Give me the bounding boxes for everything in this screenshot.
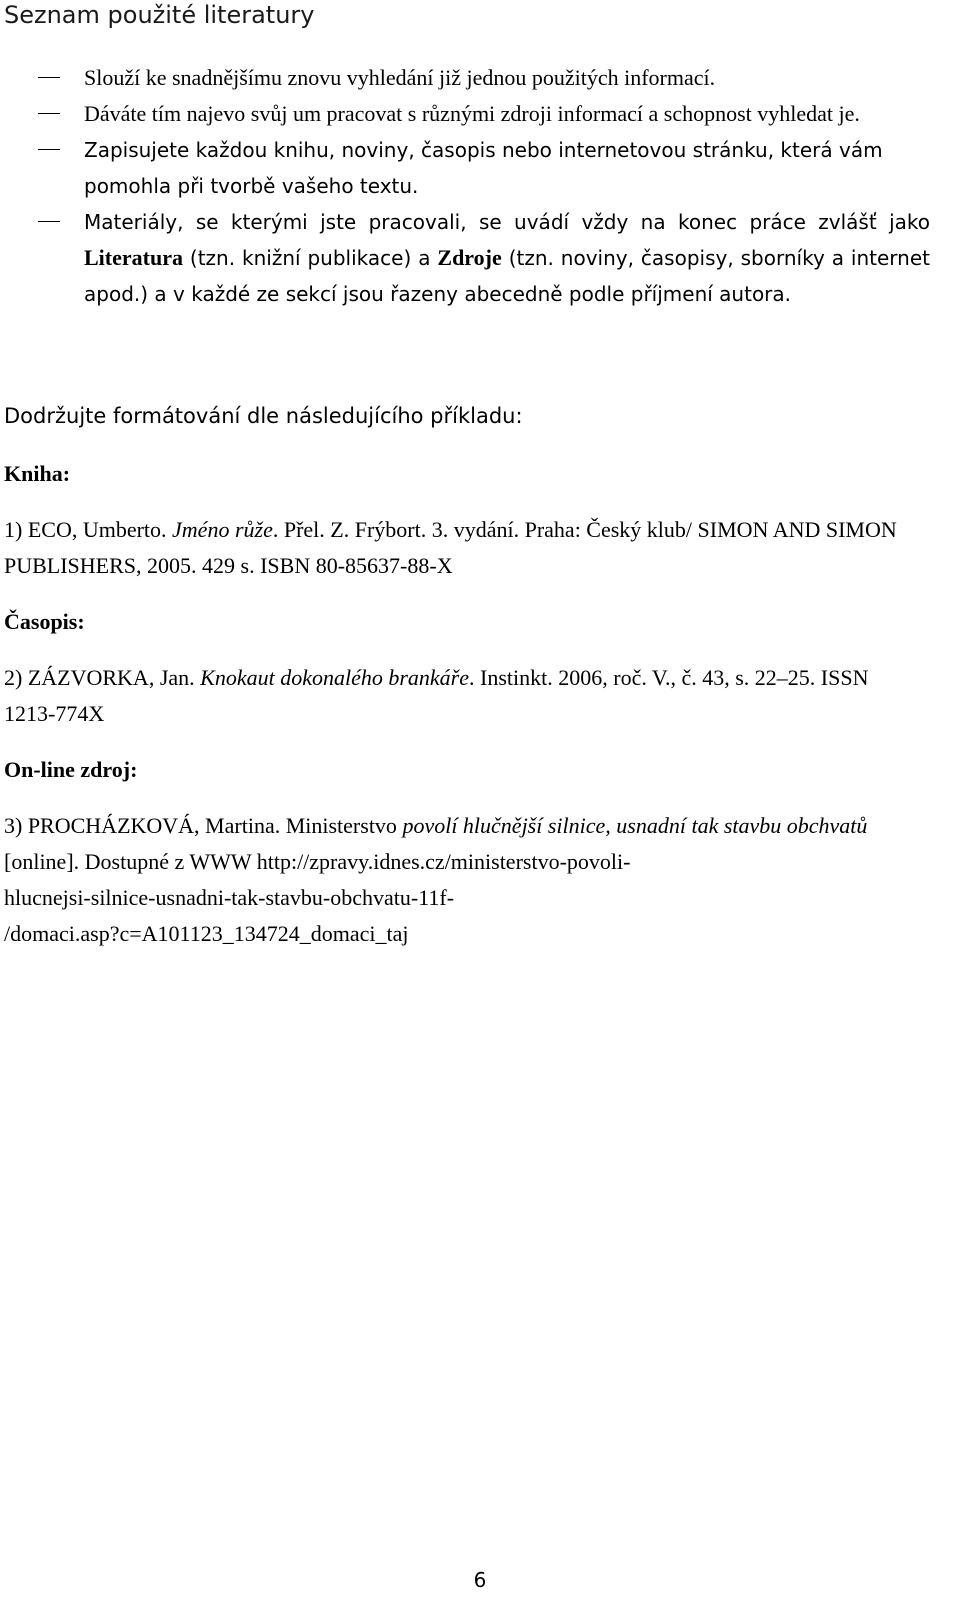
- bullet-text: Materiály, se kterými jste pracovali, se uvádí vždy na konec práce zvlášť jako: [84, 210, 930, 234]
- dash-icon: [38, 113, 60, 114]
- citation-text: hlucnejsi-silnice-usnadni-tak-stavbu-obchvatu-11f-: [4, 885, 455, 910]
- dash-icon: [38, 221, 60, 222]
- bullet-item: [0, 132, 930, 204]
- page-title: Seznam použité literatury: [4, 1, 315, 29]
- literatura-term: Literatura: [84, 245, 183, 270]
- citation-text: . Instinkt. 2006, roč. V., č. 43, s. 22–25. ISSN 1213-774X: [4, 665, 869, 726]
- format-intro: Dodržujte formátování dle následujícího příkladu:: [4, 404, 523, 428]
- page-number: 6: [473, 1568, 487, 1592]
- online-title: povolí hlučnější silnice, usnadní tak stavbu obchvatů: [402, 813, 868, 838]
- bullet-text: Slouží ke snadnějšímu znovu vyhledání již jednou použitých informací.: [84, 65, 716, 90]
- kniha-citation: [4, 512, 934, 584]
- zdroje-term: Zdroje: [437, 245, 502, 270]
- bullet-text: (tzn. noviny, časopisy, sborníky a internet apod.) a v každé ze sekcí jsou řazeny abecedně podle příjmení autora.: [84, 246, 930, 306]
- bullet-item: [0, 204, 930, 312]
- citation-text: . Přel. Z. Frýbort. 3. vydání. Praha: Český klub/ SIMON AND SIMON PUBLISHERS, 2005. 429 s. ISBN 80-85637-88-X: [4, 517, 897, 578]
- online-citation: [4, 808, 934, 952]
- casopis-heading: Časopis:: [4, 609, 85, 634]
- dash-icon: [38, 149, 60, 150]
- kniha-heading: Kniha:: [4, 461, 71, 486]
- bullet-item: [0, 60, 930, 96]
- casopis-citation: [4, 660, 884, 732]
- bullet-text: Dáváte tím najevo svůj um pracovat s různými zdroji informací a schopnost vyhledat je.: [84, 101, 860, 126]
- bullet-item: [0, 96, 930, 132]
- citation-text: [online]. Dostupné z WWW http://zpravy.idnes.cz/ministerstvo-povoli-: [4, 849, 631, 874]
- citation-text: 1) ECO, Umberto.: [4, 517, 173, 542]
- book-title: Jméno růže: [172, 517, 273, 542]
- citation-text: 3) PROCHÁZKOVÁ, Martina. Ministerstvo: [4, 813, 403, 838]
- citation-text: 2) ZÁZVORKA, Jan.: [4, 665, 201, 690]
- bullet-text: Zapisujete každou knihu, noviny, časopis nebo internetovou stránku, která vám pomohla při tvorbě vašeho textu.: [84, 138, 883, 198]
- dash-icon: [38, 77, 60, 78]
- bullet-text: (tzn. knižní publikace) a: [182, 246, 438, 270]
- article-title: Knokaut dokonalého brankáře: [200, 665, 470, 690]
- citation-text: /domaci.asp?c=A101123_134724_domaci_taj: [4, 921, 409, 946]
- online-heading: On-line zdroj:: [4, 757, 138, 782]
- bullet-list: [0, 60, 960, 312]
